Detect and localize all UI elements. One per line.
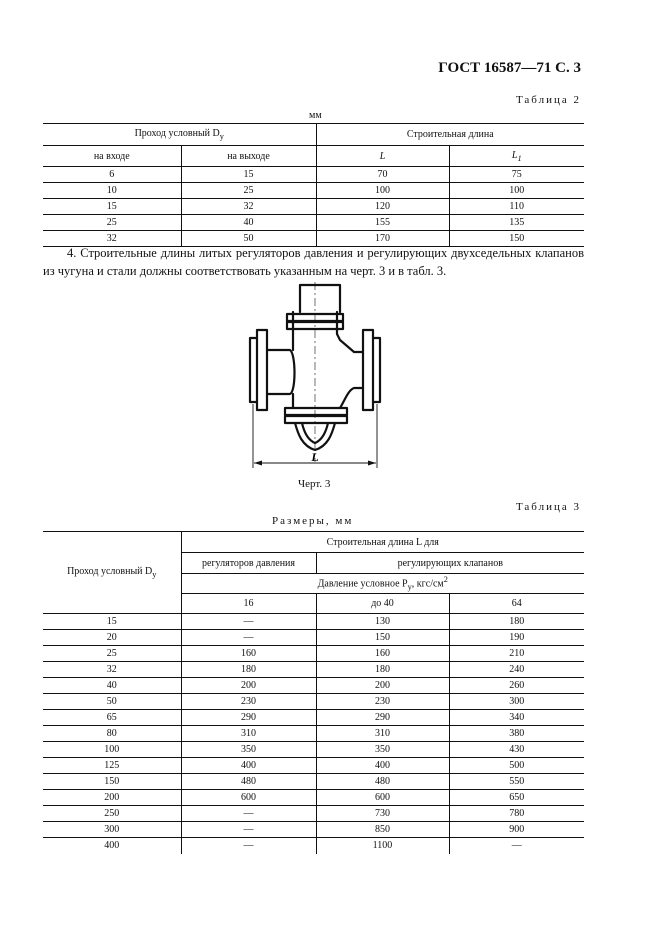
table-cell: 200 [43,790,181,806]
table-cell: 1100 [316,838,449,854]
table2-header-outlet: на выходе [181,146,316,167]
table-cell: 780 [509,808,525,819]
table-row [43,758,584,774]
table-cell: 32 [43,231,181,247]
table-row [43,790,584,806]
table-cell: 350 [316,742,449,758]
table2-units: мм [309,110,322,121]
table-cell: 25 [43,646,181,662]
table-cell: 180 [316,662,449,678]
table-cell: 210 [509,648,525,659]
table-cell: 80 [43,726,181,742]
table-cell: 150 [316,630,449,646]
table-cell: 25 [181,183,316,199]
table-row [43,806,584,822]
table3-body [43,614,584,854]
page-header: ГОСТ 16587—71 С. 3 [438,60,581,76]
table-cell: 380 [509,728,525,739]
table-cell: 135 [509,217,525,228]
table-cell: 200 [316,678,449,694]
table-cell: 100 [509,185,525,196]
table3-header-p40: до 40 [316,594,449,614]
table-cell: 850 [316,822,449,838]
table-cell: 125 [43,758,181,774]
table-cell: 240 [509,664,525,675]
table-row [43,183,584,199]
table3-header-passage: Проход условный $D_у$ [43,532,181,614]
table-cell: 65 [43,710,181,726]
table3-header-length: Строительная длина L для [326,536,439,548]
table-cell: 480 [181,774,316,790]
table-cell: — [181,806,316,822]
table-cell: 110 [509,201,525,212]
table-row [43,678,584,694]
table-cell: 260 [509,680,525,691]
table-row [43,694,584,710]
table-cell: 150 [43,774,181,790]
table-cell: 130 [316,614,449,630]
table-row [43,774,584,790]
table-cell: 25 [43,215,181,231]
table-row [43,630,584,646]
table2-header-L1: $L_1$ [511,149,522,163]
table2-body [43,167,584,247]
table-cell: 200 [181,678,316,694]
table-cell: 500 [509,760,525,771]
table-row [43,167,584,183]
table-cell: 6 [43,167,181,183]
table-cell: 230 [316,694,449,710]
table-cell: 290 [181,710,316,726]
table-cell: 730 [316,806,449,822]
table-row [43,646,584,662]
table-row [43,838,584,854]
table-cell: 20 [43,630,181,646]
table3-header-p16: 16 [181,594,316,614]
table-cell: 32 [181,199,316,215]
table-row [43,822,584,838]
table-cell: 15 [43,614,181,630]
table2-header-passage: Проход условный $D_у$ [43,124,316,146]
table-cell: 50 [181,231,316,247]
table3-label: Таблица 3 [515,501,581,513]
table-cell: 160 [316,646,449,662]
table-row [43,662,584,678]
table3-header-pressure: Давление условное $P_у$, кгс/$см^2$ [317,575,448,592]
table-cell: 250 [43,806,181,822]
table-cell: 480 [316,774,449,790]
table-row [43,726,584,742]
table-cell: 400 [316,758,449,774]
table-cell: 170 [316,231,449,247]
table3-units: Размеры, мм [272,515,354,527]
table3-header-p64: 64 [511,598,522,609]
table-cell: 400 [43,838,181,854]
table-cell: 120 [316,199,449,215]
table3-header-valves: регулирующих клапанов [397,557,503,569]
table-cell: 100 [43,742,181,758]
table2-label: Таблица 2 [515,94,581,106]
dim-label-L: L [311,450,319,464]
table-cell: 180 [181,662,316,678]
table-cell: 150 [509,233,525,244]
table-cell: 310 [316,726,449,742]
table-cell: 310 [181,726,316,742]
table-cell: 650 [509,792,525,803]
table-cell: 300 [43,822,181,838]
table-cell: 290 [316,710,449,726]
table-cell: — [511,840,522,852]
table-cell: — [181,822,316,838]
table-cell: 40 [43,678,181,694]
table-cell: 900 [509,824,525,835]
table2-header-length: Строительная длина [406,129,494,140]
figure-caption: Черт. 3 [298,478,331,490]
table-cell: 160 [181,646,316,662]
table-cell: 50 [43,694,181,710]
table-cell: 600 [316,790,449,806]
table-row [43,614,584,630]
table-cell: 180 [509,616,525,627]
table-cell: 75 [511,169,522,180]
table-row [43,742,584,758]
table-cell: 230 [181,694,316,710]
table-cell: 190 [509,632,525,643]
table-cell: 15 [43,199,181,215]
paragraph-4: 4. Строительные длины литых регуляторов давления и регулирующих двухседельных клапанов из чугуна и стали должны соответствовать указанным на черт. 3 и в табл. 3. [43,246,584,278]
table-cell: — [181,630,316,646]
table-cell: 340 [509,712,525,723]
table-cell: — [181,614,316,630]
table-cell: 70 [316,167,449,183]
table2 [43,123,584,247]
table-cell: 15 [181,167,316,183]
table-cell: 550 [509,776,525,787]
table-cell: 155 [316,215,449,231]
table-row [43,215,584,231]
table-cell: 300 [509,696,525,707]
table-cell: 32 [43,662,181,678]
table3-header-regulators: регуляторов давления [181,553,316,574]
table-cell: 600 [181,790,316,806]
table-cell: — [181,838,316,854]
table-cell: 100 [316,183,449,199]
table-cell: 430 [509,744,525,755]
table-cell: 10 [43,183,181,199]
table-row [43,199,584,215]
table3 [43,531,584,854]
valve-drawing [240,282,390,470]
table2-header-inlet: на входе [43,146,181,167]
table2-header-L: L [316,146,449,167]
table-cell: 400 [181,758,316,774]
table-row [43,710,584,726]
table-cell: 40 [181,215,316,231]
table-cell: 350 [181,742,316,758]
